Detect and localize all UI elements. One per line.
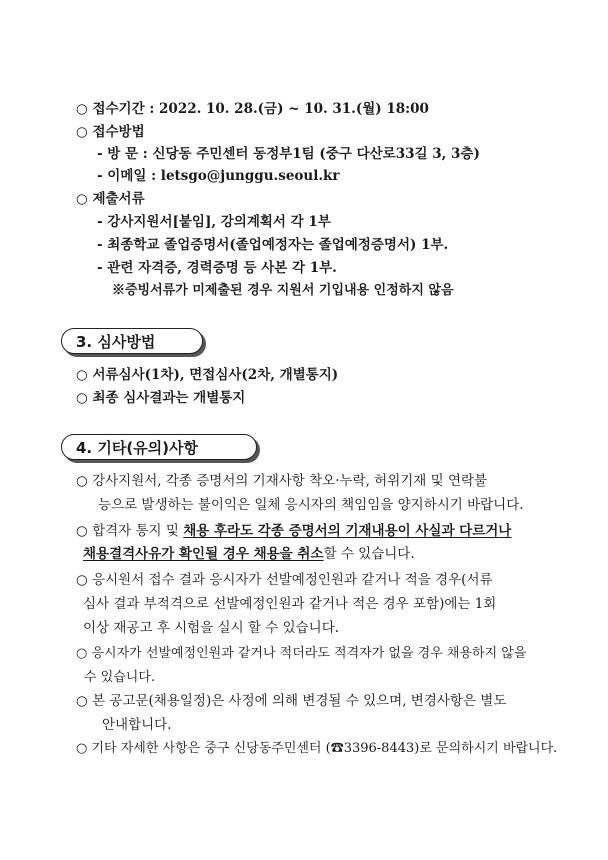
notice-2-suffix: 할 수 있습니다. xyxy=(323,546,415,562)
notice-1-line-1: ○ 강사지원서, 각종 증명서의 기재사항 착오·누락, 허위기재 및 연락불 xyxy=(76,473,488,489)
email-line: - 이메일 : letsgo@junggu.seoul.kr xyxy=(97,168,340,184)
section-3-title: 3. 심사방법 xyxy=(76,333,156,351)
notice-1-line-2: 능으로 발생하는 불이익은 일체 응시자의 책임임을 양지하시기 바랍니다. xyxy=(98,497,524,513)
notice-6-line-1: ○ 기타 자세한 사항은 중구 신당동주민센터 (☎3396-8443)로 문의하시기 바랍니다. xyxy=(76,741,558,756)
visit-line: - 방 문 : 신당동 주민센터 동정부1팀 (중구 다산로33길 3, 3층) xyxy=(97,146,480,162)
notice-2-line-1 xyxy=(76,522,511,540)
period-line: ○ 접수기간 : 2022. 10. 28.(금) ~ 10. 31.(월) 18:00 xyxy=(76,101,429,117)
section-4-header xyxy=(61,434,257,460)
section-3-header xyxy=(61,328,203,354)
docs-title: ○ 제출서류 xyxy=(76,191,145,207)
notice-3-line-3: 이상 재공고 후 시험을 실시 할 수 있습니다. xyxy=(83,620,340,636)
method-title: ○ 접수방법 xyxy=(76,124,145,140)
sec3-item-2: ○ 최종 심사결과는 개별통지 xyxy=(76,390,246,406)
notice-2-line-2 xyxy=(83,545,415,563)
sec3-item-1: ○ 서류심사(1차), 면접심사(2차, 개별통지) xyxy=(76,367,339,383)
notice-4-line-1: ○ 응시자가 선발예정인원과 같거나 적더라도 적격자가 없을 경우 채용하지 않을 xyxy=(76,646,527,661)
notice-4-line-2: 수 있습니다. xyxy=(84,670,156,685)
notice-5-line-1: ○ 본 공고문(채용일정)은 사정에 의해 변경될 수 있으며, 변경사항은 별도 xyxy=(76,693,507,709)
doc-item-1: - 강사지원서[붙임], 강의계획서 각 1부 xyxy=(97,214,331,230)
doc-item-2: - 최종학교 졸업증명서(졸업예정자는 졸업예정증명서) 1부. xyxy=(97,237,449,253)
notice-3-line-2: 심사 결과 부적격으로 선발예정인원과 같거나 적은 경우 포함)에는 1회 xyxy=(83,596,497,612)
section-4-title: 4. 기타(유의)사항 xyxy=(76,439,199,457)
doc-note: ※증빙서류가 미제출된 경우 지원서 기입내용 인정하지 않음 xyxy=(112,283,454,298)
notice-2-emphasis-2: 채용결격사유가 확인될 경우 채용을 취소 xyxy=(83,546,324,562)
notice-3-line-1: ○ 응시원서 접수 결과 응시자가 선발예정인원과 같거나 적을 경우(서류 xyxy=(76,572,493,588)
notice-5-line-2: 안내합니다. xyxy=(102,717,172,733)
notice-2-emphasis-1: 채용 후라도 각종 증명서의 기재내용이 사실과 다르거나 xyxy=(183,523,512,539)
doc-item-3: - 관련 자격증, 경력증명 등 사본 각 1부. xyxy=(97,260,337,276)
notice-2-prefix: ○ 합격자 통지 및 xyxy=(76,523,184,539)
